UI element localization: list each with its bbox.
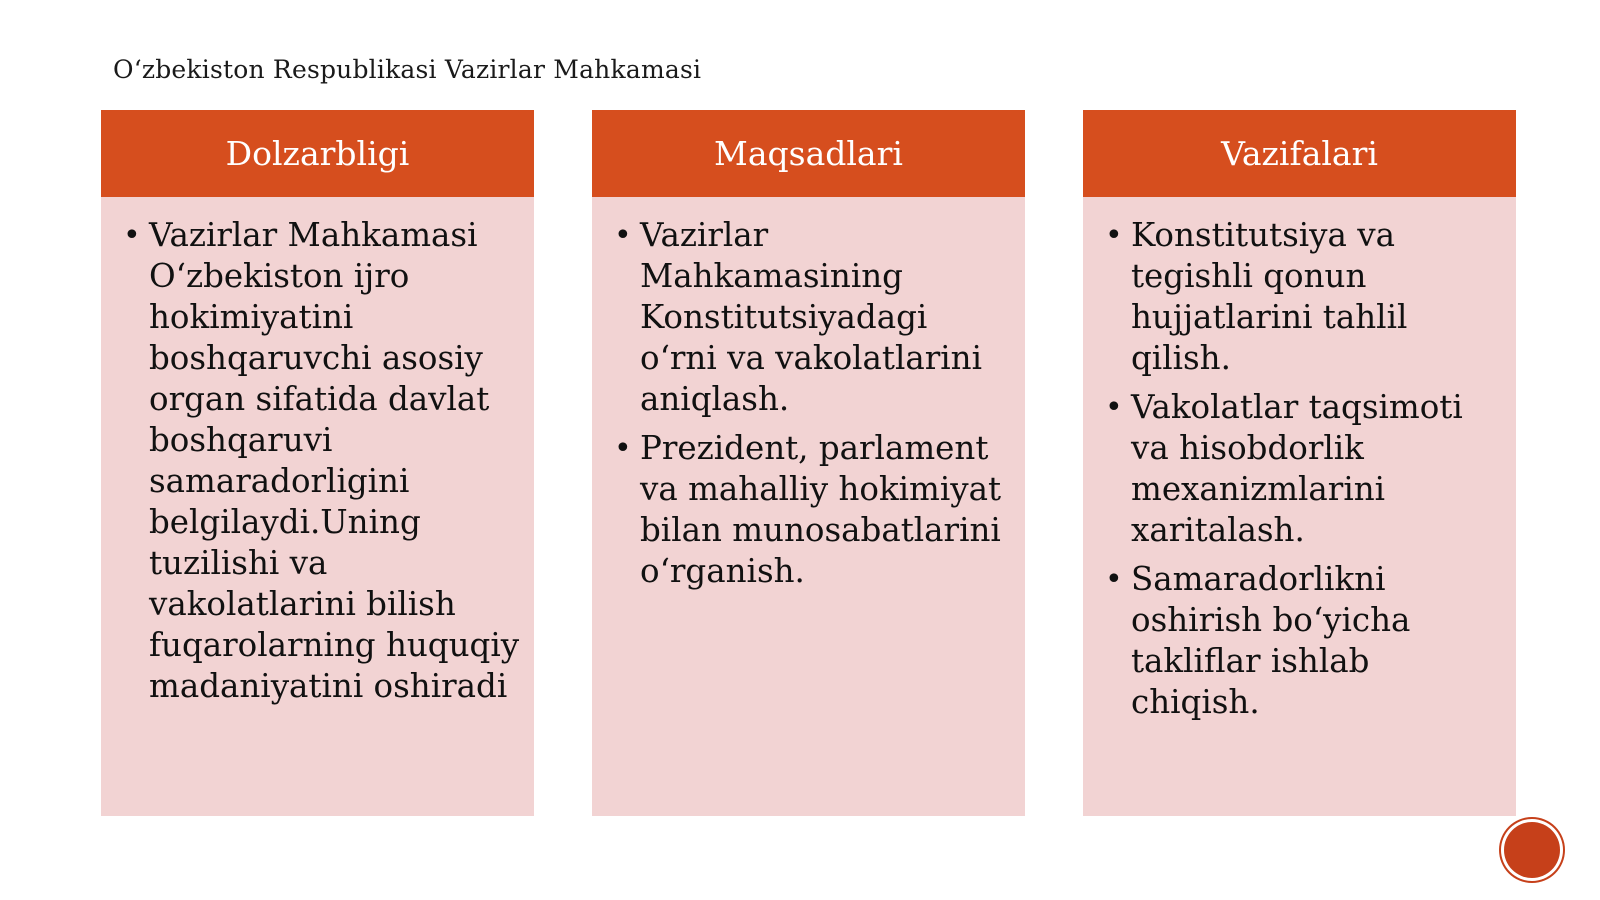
bullet-icon: • (614, 431, 632, 466)
bullet-icon: • (123, 218, 141, 253)
list-item (614, 215, 1011, 420)
column-header-dolzarbligi: Dolzarbligi (101, 110, 534, 197)
circle-button-icon[interactable] (1504, 822, 1560, 878)
bullet-icon: • (614, 218, 632, 253)
column-header-vazifalari: Vazifalari (1083, 110, 1516, 197)
column-header-maqsadlari: Maqsadlari (592, 110, 1025, 197)
list-item (1105, 215, 1502, 379)
bullet-text: Prezident, parlament va mahalliy hokimiyat bilan munosabatlarini o‘rganish. (640, 429, 1002, 590)
list-item (614, 428, 1011, 592)
column-maqsadlari (592, 110, 1025, 816)
bullet-list-vazifalari (1083, 197, 1516, 723)
slide-title: O‘zbekiston Respublikasi Vazirlar Mahkamasi (113, 55, 702, 84)
column-vazifalari (1083, 110, 1516, 816)
column-dolzarbligi (101, 110, 534, 816)
list-item (1105, 559, 1502, 723)
bullet-text: Vazirlar Mahkamasining Konstitutsiyadagi o‘rni va vakolatlarini aniqlash. (640, 216, 983, 418)
bullet-icon: • (1105, 218, 1123, 253)
bullet-icon: • (1105, 390, 1123, 425)
bullet-text: Vazirlar Mahkamasi O‘zbekiston ijro hokimiyatini boshqaruvchi asosiy organ sifatida davlat boshqaruvi samaradorligini belgilaydi.Uning tuzilishi va vakolatlarini bilish fuqarolarning huquqiy madaniyatini oshiradi (149, 216, 520, 705)
bullet-icon: • (1105, 562, 1123, 597)
bullet-text: Konstitutsiya va tegishli qonun hujjatlarini tahlil qilish. (1131, 216, 1408, 377)
list-item (1105, 387, 1502, 551)
bullet-list-maqsadlari (592, 197, 1025, 592)
bullet-list-dolzarbligi (101, 197, 534, 707)
list-item (123, 215, 520, 707)
bullet-text: Vakolatlar taqsimoti va hisobdorlik mexanizmlarini xaritalash. (1131, 388, 1463, 549)
bullet-text: Samaradorlikni oshirish bo‘yicha takliflar ishlab chiqish. (1131, 560, 1411, 721)
